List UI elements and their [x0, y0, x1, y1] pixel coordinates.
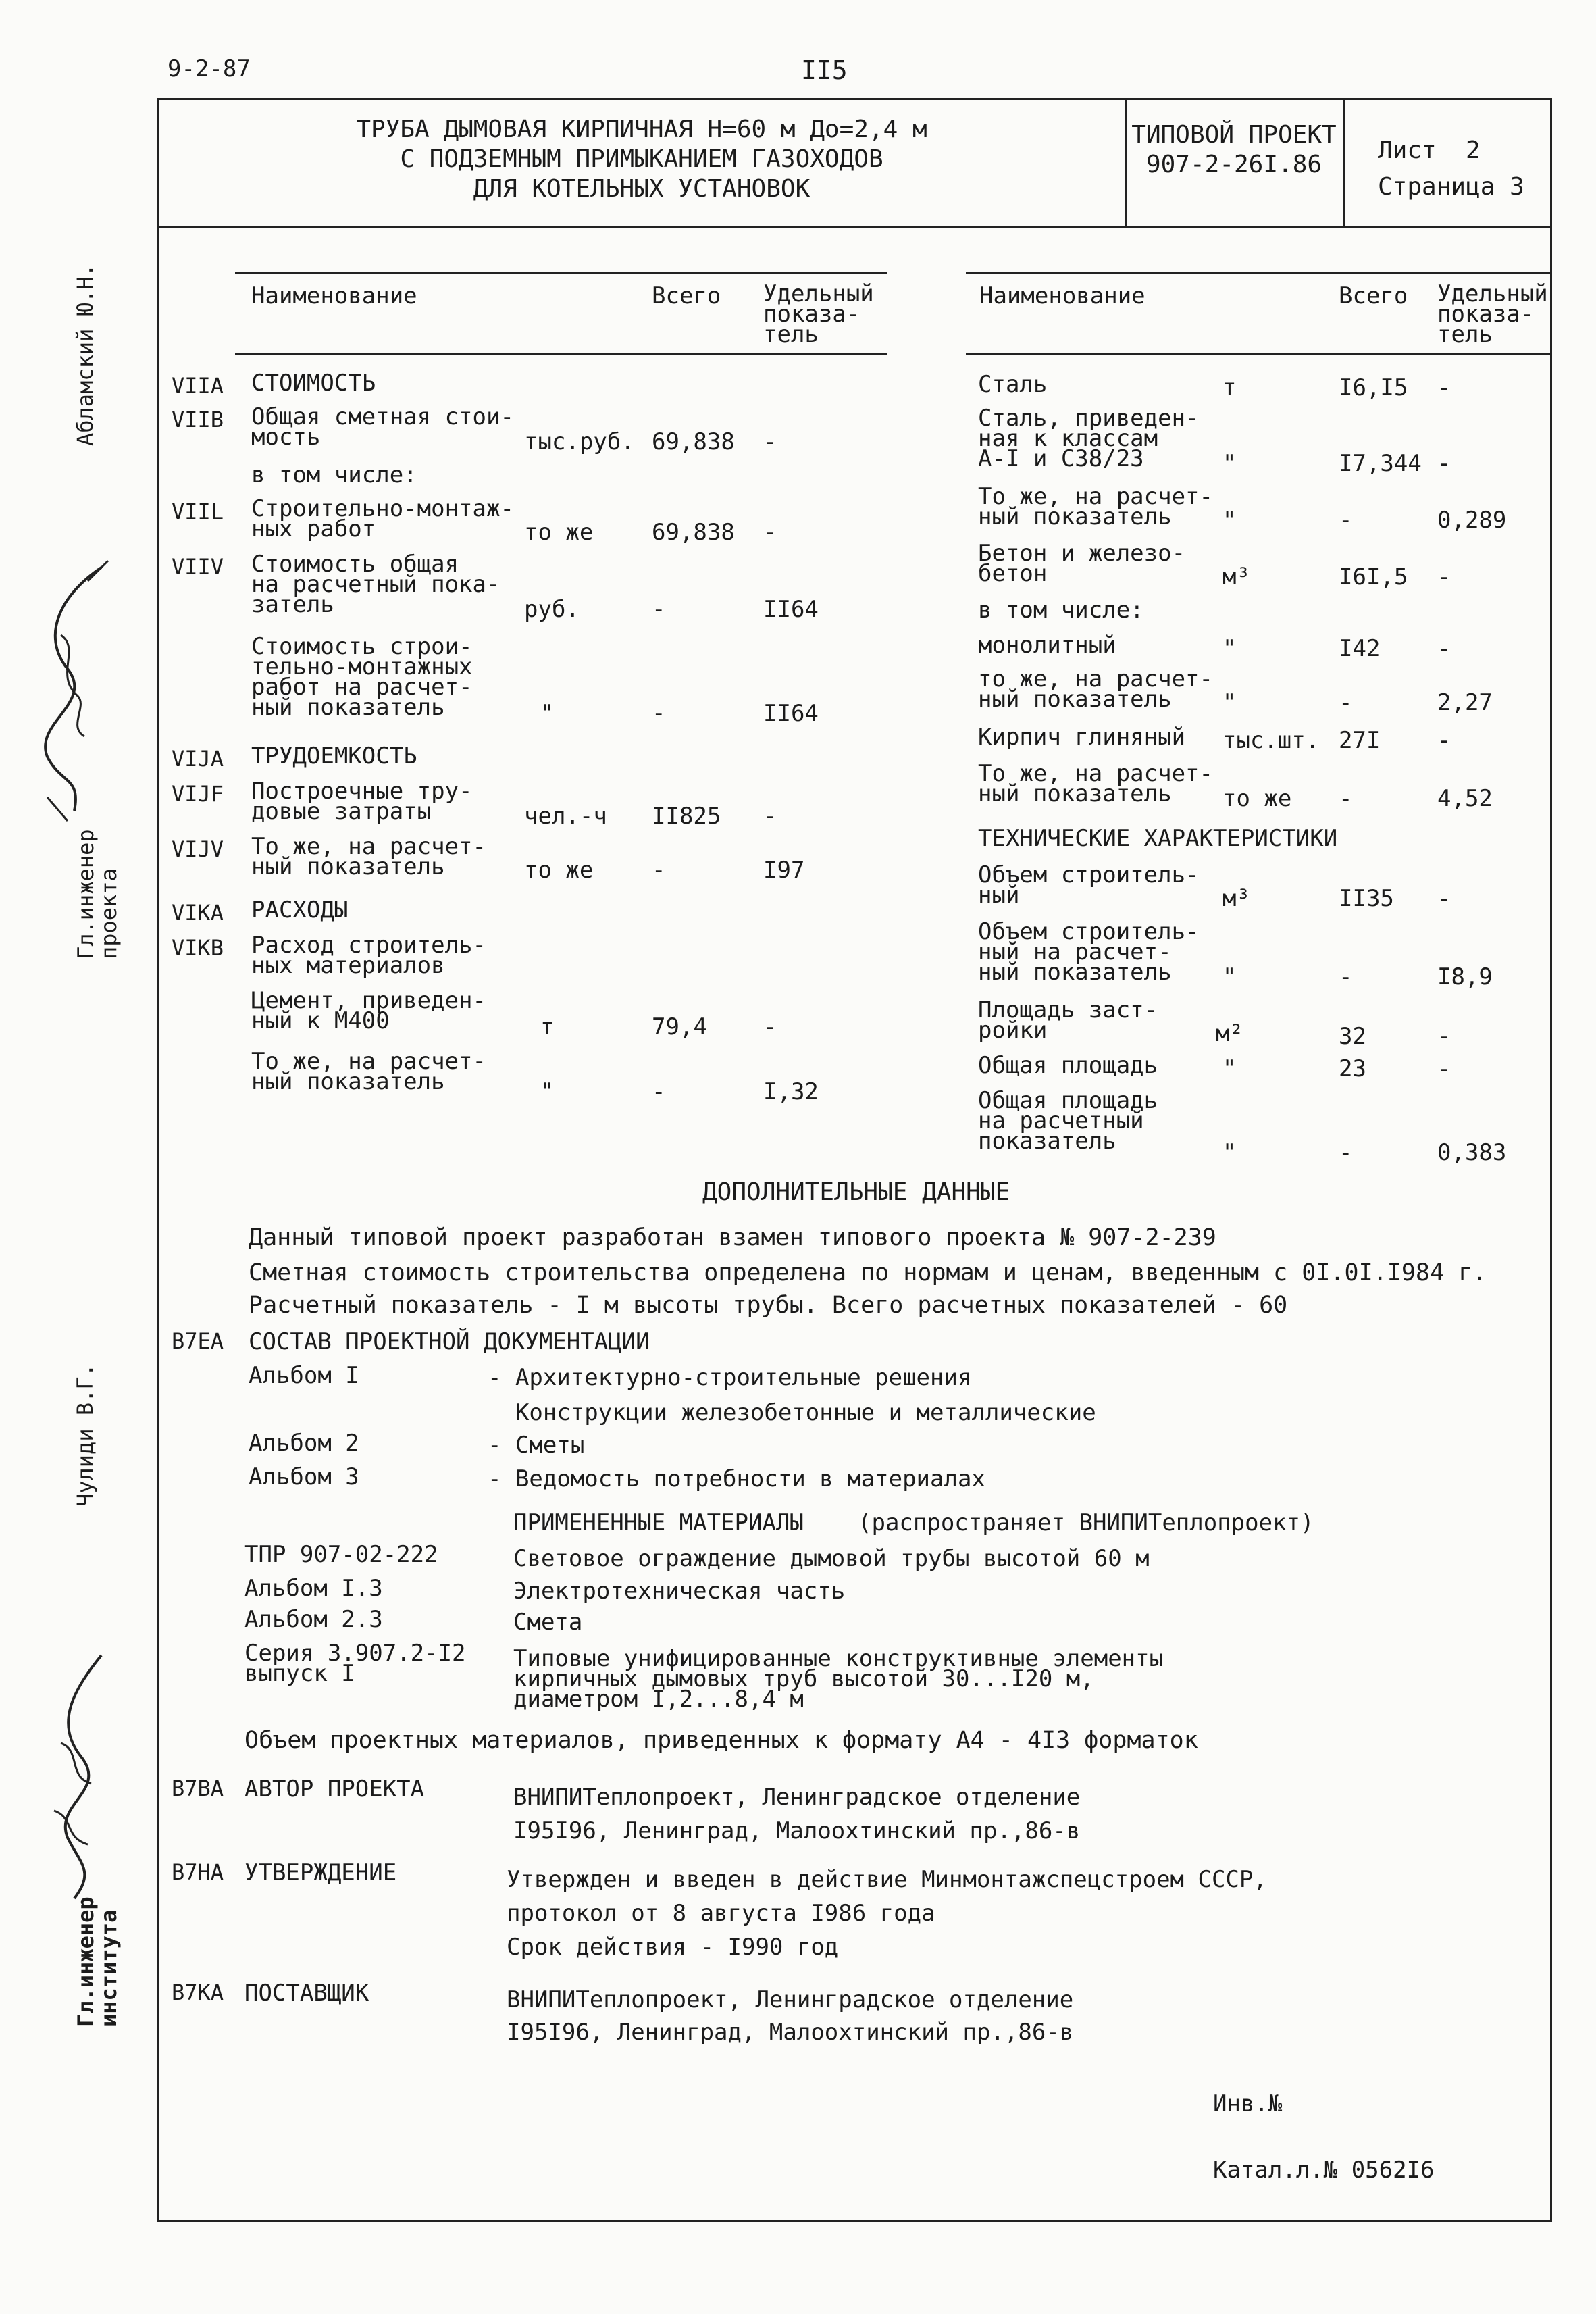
row-unit: т — [540, 1013, 555, 1040]
row-specific: - — [1437, 635, 1451, 662]
row-unit: то же — [1222, 785, 1292, 812]
row-total: - — [1339, 785, 1353, 812]
supplier-line: ВНИПИТеплопроект, Ленинградское отделение — [507, 1986, 1074, 2013]
project-volume: Объем проектных материалов, приведенных к формату А4 - 4I3 форматок — [244, 1727, 1198, 1754]
applied-ref: Серия 3.907.2-I2 выпуск I — [244, 1640, 466, 1687]
supplier-title: ПОСТАВЩИК — [244, 1980, 369, 2007]
row-specific: - — [1437, 1055, 1451, 1082]
applied-description: Световое ограждение дымовой трубы высотой 60 м — [513, 1545, 1150, 1572]
row-specific: I,32 — [763, 1078, 819, 1105]
right-col-name-header: Наименование — [979, 282, 1145, 309]
row-name: Объем строитель- ный — [978, 861, 1200, 909]
row-code: VIKB — [172, 935, 224, 961]
row-code: VIIL — [172, 499, 224, 524]
additional-data-title: ДОПОЛНИТЕЛЬНЫЕ ДАННЫЕ — [702, 1178, 1010, 1206]
row-specific: 4,52 — [1437, 785, 1493, 812]
additional-line: Сметная стоимость строительства определена по нормам и ценам, введенным с 0I.0I.I984 г. — [249, 1259, 1487, 1286]
author-line: ВНИПИТеплопроект, Ленинградское отделение — [513, 1784, 1081, 1811]
row-unit: " — [1222, 1139, 1237, 1166]
row-unit: " — [540, 700, 555, 727]
catalog-number: Катал.л.№ 0562I6 — [1213, 2157, 1435, 2184]
row-total: - — [1339, 963, 1353, 990]
row-total: 69,838 — [652, 519, 735, 546]
row-total: - — [1339, 507, 1353, 534]
row-unit: м³ — [1222, 563, 1250, 590]
row-total: I6I,5 — [1339, 563, 1408, 590]
row-total: - — [652, 700, 666, 727]
supplier-line: I95I96, Ленинград, Малоохтинский пр.,86-в — [507, 2019, 1074, 2046]
applied-ref: Альбом I.3 — [244, 1575, 383, 1602]
row-unit: то же — [524, 519, 594, 546]
row-unit: тыс.руб. — [524, 428, 635, 455]
section-code: В7ВА — [172, 1776, 224, 1801]
row-name: РАСХОДЫ — [251, 897, 349, 924]
row-name: в том числе: — [978, 597, 1144, 624]
row-specific: II64 — [763, 700, 819, 727]
row-unit: т — [1222, 374, 1237, 401]
author-line: I95I96, Ленинград, Малоохтинский пр.,86-в — [513, 1817, 1081, 1844]
right-table-header-rule — [966, 353, 1552, 355]
row-name: То же, на расчет- ный показатель — [978, 483, 1213, 530]
project-label: ТИПОВОЙ ПРОЕКТ 907-2-26I.86 — [1131, 121, 1337, 178]
row-unit: чел.-ч — [524, 803, 607, 830]
row-unit: " — [1222, 963, 1237, 990]
row-total: II35 — [1339, 885, 1394, 912]
row-unit: руб. — [524, 596, 580, 623]
row-name: Бетон и железо- бетон — [978, 540, 1186, 587]
row-total: 69,838 — [652, 428, 735, 455]
row-specific: 0,289 — [1437, 507, 1507, 534]
composition-title: СОСТАВ ПРОЕКТНОЙ ДОКУМЕНТАЦИИ — [249, 1328, 650, 1355]
side-role-project: Гл.инженер проекта — [73, 829, 122, 959]
row-name: Объем строитель- ный на расчет- ный показатель — [978, 918, 1200, 986]
row-name: в том числе: — [251, 461, 417, 488]
side-name-top: Абламский Ю.Н. — [72, 263, 98, 446]
row-unit: " — [1222, 450, 1237, 477]
header-divider-vertical — [1343, 98, 1345, 228]
row-name: СТОИМОСТЬ — [251, 370, 376, 397]
side-name-mid: Чулиди В.Г. — [72, 1363, 98, 1507]
row-unit: " — [540, 1078, 555, 1105]
row-code: VIIA — [172, 373, 224, 399]
album-description: - Архитектурно-строительные решения — [488, 1364, 972, 1391]
row-unit: " — [1222, 507, 1237, 534]
document-code: 9-2-87 — [168, 55, 251, 82]
applied-materials-title: ПРИМЕНЕННЫЕ МАТЕРИАЛЫ — [513, 1509, 804, 1536]
signature-chief-engineer-institute — [27, 1649, 122, 1905]
row-specific: - — [1437, 374, 1451, 401]
row-total: 79,4 — [652, 1013, 707, 1040]
section-code: В7НА — [172, 1859, 224, 1885]
row-specific: 2,27 — [1437, 689, 1493, 716]
row-section-title: ТЕХНИЧЕСКИЕ ХАРАКТЕРИСТИКИ — [978, 825, 1338, 852]
left-table-header-rule — [235, 353, 887, 355]
row-specific: - — [763, 519, 777, 546]
row-name: Сталь — [978, 371, 1048, 398]
section-code: В7ЕА — [172, 1328, 224, 1354]
inventory-number: Инв.№ — [1213, 2090, 1283, 2117]
applied-ref: ТПР 907-02-222 — [244, 1541, 438, 1568]
document-title: ТРУБА ДЫМОВАЯ КИРПИЧНАЯ Н=60 м До=2,4 м С ПОДЗЕМНЫМ ПРИМЫКАНИЕМ ГАЗОХОДОВ ДЛЯ КОТЕЛЬНЫХ УСТАНОВОК — [356, 116, 927, 203]
album-description: Конструкции железобетонные и металлические — [488, 1399, 1096, 1426]
row-name: Площадь заст- ройки — [978, 997, 1158, 1044]
row-specific: I8,9 — [1437, 963, 1493, 990]
row-total: - — [652, 1078, 666, 1105]
section-code: В7КА — [172, 1980, 224, 2005]
page-number: II5 — [801, 55, 848, 85]
row-name: Построечные тру- довые затраты — [251, 778, 473, 825]
row-total: - — [1339, 1139, 1353, 1166]
row-specific: - — [1437, 727, 1451, 754]
row-total: 32 — [1339, 1023, 1366, 1050]
row-specific: - — [763, 803, 777, 830]
right-col-total-header: Всего — [1339, 282, 1408, 309]
author-title: АВТОР ПРОЕКТА — [244, 1776, 425, 1803]
left-col-name-header: Наименование — [251, 282, 417, 309]
left-col-specific-header: Удельный показа- тель — [763, 280, 874, 348]
row-total: I42 — [1339, 635, 1381, 662]
row-unit: " — [1222, 1055, 1237, 1082]
left-table-top-rule — [235, 272, 887, 274]
approval-line: Срок действия - I990 год — [507, 1934, 839, 1961]
row-total: 27I — [1339, 727, 1381, 754]
album-label: Альбом 3 — [249, 1463, 359, 1490]
row-unit: м³ — [1222, 885, 1250, 912]
row-name: То же, на расчет- ный показатель — [978, 760, 1213, 807]
applied-description: Электротехническая часть — [513, 1578, 846, 1605]
approval-title: УТВЕРЖДЕНИЕ — [244, 1859, 397, 1886]
row-unit: м² — [1216, 1020, 1243, 1047]
right-table-top-rule — [966, 272, 1552, 274]
row-specific: II64 — [763, 596, 819, 623]
left-col-total-header: Всего — [652, 282, 721, 309]
additional-line: Данный типовой проект разработан взамен типового проекта № 907-2-239 — [249, 1224, 1216, 1251]
row-code: VIIB — [172, 407, 224, 432]
row-code: VIIV — [172, 554, 224, 580]
album-description: - Сметы — [488, 1432, 585, 1459]
row-unit: то же — [524, 857, 594, 884]
row-name: ТРУДОЕМКОСТЬ — [251, 743, 417, 770]
row-unit: тыс.шт. — [1222, 727, 1320, 754]
additional-line: Расчетный показатель - I м высоты трубы. Всего расчетных показателей - 60 — [249, 1292, 1288, 1319]
row-name: монолитный — [978, 632, 1116, 659]
row-total: - — [1339, 689, 1353, 716]
row-specific: - — [1437, 885, 1451, 912]
row-specific: - — [763, 1013, 777, 1040]
applied-description: Типовые унифицированные конструктивные элементы кирпичных дымовых труб высотой 30...I20 м, диаметром I,2...8,4 м — [513, 1645, 1164, 1713]
applied-materials-note: (распространяет ВНИПИТеплопроект) — [858, 1509, 1314, 1536]
row-specific: - — [1437, 450, 1451, 477]
row-code: VIJF — [172, 781, 224, 807]
row-specific: I97 — [763, 857, 805, 884]
row-unit: " — [1222, 635, 1237, 662]
row-total: I7,344 — [1339, 450, 1422, 477]
row-name: То же, на расчет- ный показатель — [251, 1048, 486, 1095]
applied-description: Смета — [513, 1609, 583, 1636]
row-total: 23 — [1339, 1055, 1366, 1082]
row-total: II825 — [652, 803, 721, 830]
row-name: Стоимость строи- тельно-монтажных работ на расчет- ный показатель — [251, 633, 473, 721]
row-specific: - — [763, 428, 777, 455]
row-name: Стоимость общая на расчетный пока- затель — [251, 551, 500, 618]
right-col-specific-header: Удельный показа- тель — [1437, 280, 1548, 348]
row-name: То же, на расчет- ный показатель — [251, 833, 486, 880]
sheet-info: Лист 2 Страница 3 — [1378, 136, 1524, 201]
row-name: Кирпич глиняный — [978, 724, 1186, 751]
row-code: VIJV — [172, 836, 224, 862]
signature-chief-engineer-project — [20, 554, 115, 824]
applied-ref: Альбом 2.3 — [244, 1606, 383, 1633]
row-specific: 0,383 — [1437, 1139, 1507, 1166]
approval-line: протокол от 8 августа I986 года — [507, 1900, 935, 1927]
row-name: Общая площадь — [978, 1052, 1158, 1079]
row-name: Сталь, приведен- ная к классам А-I и С38/23 — [978, 405, 1200, 472]
approval-line: Утвержден и введен в действие Минмонтажспецстроем СССР, — [507, 1866, 1267, 1893]
album-description: - Ведомость потребности в материалах — [488, 1465, 985, 1492]
row-name: Строительно-монтаж- ных работ — [251, 495, 514, 543]
side-role-institute: Гл.инженер института — [73, 1896, 122, 2027]
row-name: Общая сметная стои- мость — [251, 403, 514, 451]
row-specific: - — [1437, 563, 1451, 590]
album-label: Альбом 2 — [249, 1430, 359, 1457]
row-total: I6,I5 — [1339, 374, 1408, 401]
row-unit: " — [1222, 689, 1237, 716]
row-total: - — [652, 857, 666, 884]
row-total: - — [652, 596, 666, 623]
row-name: Общая площадь на расчетный показатель — [978, 1087, 1158, 1155]
row-specific: - — [1437, 1023, 1451, 1050]
row-name: Цемент, приведен- ный к М400 — [251, 987, 486, 1034]
row-name: то же, на расчет- ный показатель — [978, 665, 1213, 713]
row-name: Расход строитель- ных материалов — [251, 932, 486, 979]
row-code: VIJA — [172, 746, 224, 772]
album-label: Альбом I — [249, 1362, 359, 1389]
row-code: VIKA — [172, 900, 224, 926]
